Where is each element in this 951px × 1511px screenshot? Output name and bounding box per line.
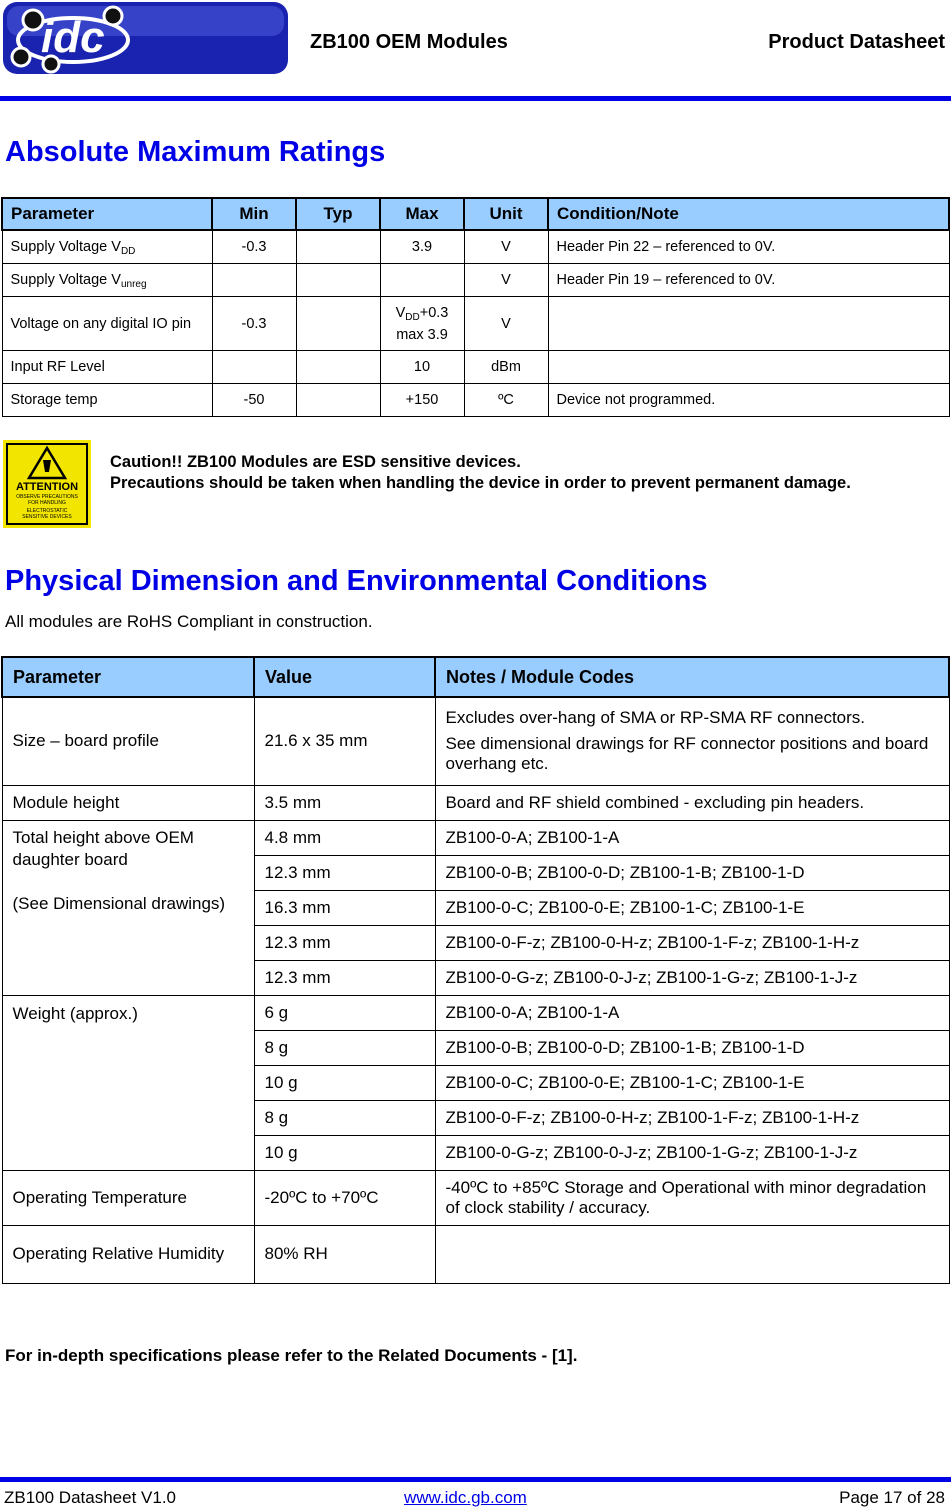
svg-text:ATTENTION: ATTENTION [15,481,79,493]
esd-caution-text [110,452,930,494]
note-cell [548,351,949,384]
unit-cell: V [464,297,548,351]
caution-line-2: Precautions should be taken when handling the device in order to prevent permanent damage. [110,474,851,492]
max-cell: 10 [380,351,464,384]
table-row [2,264,949,297]
note-cell: ZB100-0-A; ZB100-1-A [435,995,949,1030]
table-header-row [2,198,949,230]
header-rule [0,96,951,101]
svg-text:OBSERVE PRECAUTIONS: OBSERVE PRECAUTIONS [16,494,78,500]
svg-text:SENSITIVE DEVICES: SENSITIVE DEVICES [22,514,72,520]
col-parameter: Parameter [2,657,254,697]
min-cell [212,264,296,297]
physical-dimension-table [1,656,950,1284]
table-row [2,820,949,855]
note-cell: ZB100-0-F-z; ZB100-0-H-z; ZB100-1-F-z; ZB100-1-H-z [435,1100,949,1135]
unit-cell: ºC [464,384,548,417]
note-cell [435,1225,949,1283]
table-header-row [2,657,949,697]
max-cell [380,264,464,297]
max-cell: $V_{DD}+0.3$ max 3.9 [380,297,464,351]
note-cell: ZB100-0-C; ZB100-0-E; ZB100-1-C; ZB100-1-E [435,890,949,925]
note-cell [548,297,949,351]
value-cell: 3.5 mm [254,785,435,820]
min-cell: -0.3 [212,230,296,264]
max-cell: +150 [380,384,464,417]
section-title-physical: Physical Dimension and Environmental Conditions [5,565,708,597]
param-cell: Voltage on any digital IO pin [2,297,212,351]
min-cell: -50 [212,384,296,417]
note-cell: Board and RF shield combined - excluding pin headers. [435,785,949,820]
value-cell: 10 g [254,1135,435,1170]
footer-page-number: Page 17 of 28 [839,1488,945,1507]
typ-cell [296,351,380,384]
note-cell: ZB100-0-G-z; ZB100-0-J-z; ZB100-1-G-z; ZB100-1-J-z [435,960,949,995]
note-cell: ZB100-0-B; ZB100-0-D; ZB100-1-B; ZB100-1-D [435,855,949,890]
typ-cell [296,230,380,264]
table-row [2,384,949,417]
col-notes: Notes / Module Codes [435,657,949,697]
esd-attention-icon [3,440,91,528]
value-cell: -20ºC to +70ºC [254,1170,435,1225]
param-cell: Total height above OEM daughter board (See Dimensional drawings) [2,820,254,995]
table-row [2,995,949,1030]
param-cell: Storage temp [2,384,212,417]
note-cell: ZB100-0-B; ZB100-0-D; ZB100-1-B; ZB100-1-D [435,1030,949,1065]
table-row [2,1170,949,1225]
min-cell [212,351,296,384]
idc-logo [3,2,288,74]
table-row [2,1225,949,1283]
value-cell: 80% RH [254,1225,435,1283]
col-parameter: Parameter [2,198,212,230]
rohs-intro: All modules are RoHS Compliant in construction. [5,612,373,631]
table-row [2,351,949,384]
param-cell: Operating Temperature [2,1170,254,1225]
note-cell: Header Pin 22 – referenced to 0V. [548,230,949,264]
param-cell: Operating Relative Humidity [2,1225,254,1283]
param-cell: Weight (approx.) [2,995,254,1170]
header-doc-type: Product Datasheet [768,31,945,53]
value-cell: 21.6 x 35 mm [254,697,435,785]
col-typ: Typ [296,198,380,230]
unit-cell: V [464,264,548,297]
col-value: Value [254,657,435,697]
value-cell: 6 g [254,995,435,1030]
param-cell: Size – board profile [2,697,254,785]
unit-cell: V [464,230,548,264]
table-row [2,297,949,351]
typ-cell [296,297,380,351]
value-cell: 12.3 mm [254,855,435,890]
related-docs-note: For in-depth specifications please refer to the Related Documents - [1]. [5,1346,578,1365]
note-cell: Excludes over-hang of SMA or RP-SMA RF connectors. See dimensional drawings for RF connector positions and board overhang etc. [435,697,949,785]
max-cell: 3.9 [380,230,464,264]
note-cell: Device not programmed. [548,384,949,417]
col-min: Min [212,198,296,230]
note-cell: ZB100-0-A; ZB100-1-A [435,820,949,855]
value-cell: 16.3 mm [254,890,435,925]
note-cell: -40ºC to +85ºC Storage and Operational with minor degradation of clock stability / accuracy. [435,1170,949,1225]
value-cell: 4.8 mm [254,820,435,855]
value-cell: 8 g [254,1100,435,1135]
note-cell: ZB100-0-G-z; ZB100-0-J-z; ZB100-1-G-z; ZB100-1-J-z [435,1135,949,1170]
section-title-absolute-max: Absolute Maximum Ratings [5,136,386,168]
header-title: ZB100 OEM Modules [310,31,508,53]
value-cell: 10 g [254,1065,435,1100]
typ-cell [296,384,380,417]
logo-text: idc [41,13,105,62]
param-cell: Supply Voltage $V_{DD}$ [2,230,212,264]
caution-line-1: Caution!! ZB100 Modules are ESD sensitive devices. [110,453,521,471]
unit-cell: dBm [464,351,548,384]
table-row [2,230,949,264]
col-max: Max [380,198,464,230]
note-cell: ZB100-0-C; ZB100-0-E; ZB100-1-C; ZB100-1-E [435,1065,949,1100]
note-cell: ZB100-0-F-z; ZB100-0-H-z; ZB100-1-F-z; ZB100-1-H-z [435,925,949,960]
value-cell: 8 g [254,1030,435,1065]
col-condition: Condition/Note [548,198,949,230]
min-cell: -0.3 [212,297,296,351]
svg-text:ELECTROSTATIC: ELECTROSTATIC [26,508,68,514]
footer-doc-version: ZB100 Datasheet V1.0 [4,1488,177,1507]
value-cell: 12.3 mm [254,925,435,960]
param-cell: Input RF Level [2,351,212,384]
table-row [2,785,949,820]
typ-cell [296,264,380,297]
table-row [2,697,949,785]
footer-website-link[interactable]: www.idc.gb.com [404,1488,527,1507]
svg-text:FOR HANDLING: FOR HANDLING [28,500,66,506]
absolute-max-table [1,197,950,417]
param-cell: Supply Voltage $V_{unreg}$ [2,264,212,297]
value-cell: 12.3 mm [254,960,435,995]
note-cell: Header Pin 19 – referenced to 0V. [548,264,949,297]
footer-rule [0,1477,951,1482]
param-cell: Module height [2,785,254,820]
col-unit: Unit [464,198,548,230]
